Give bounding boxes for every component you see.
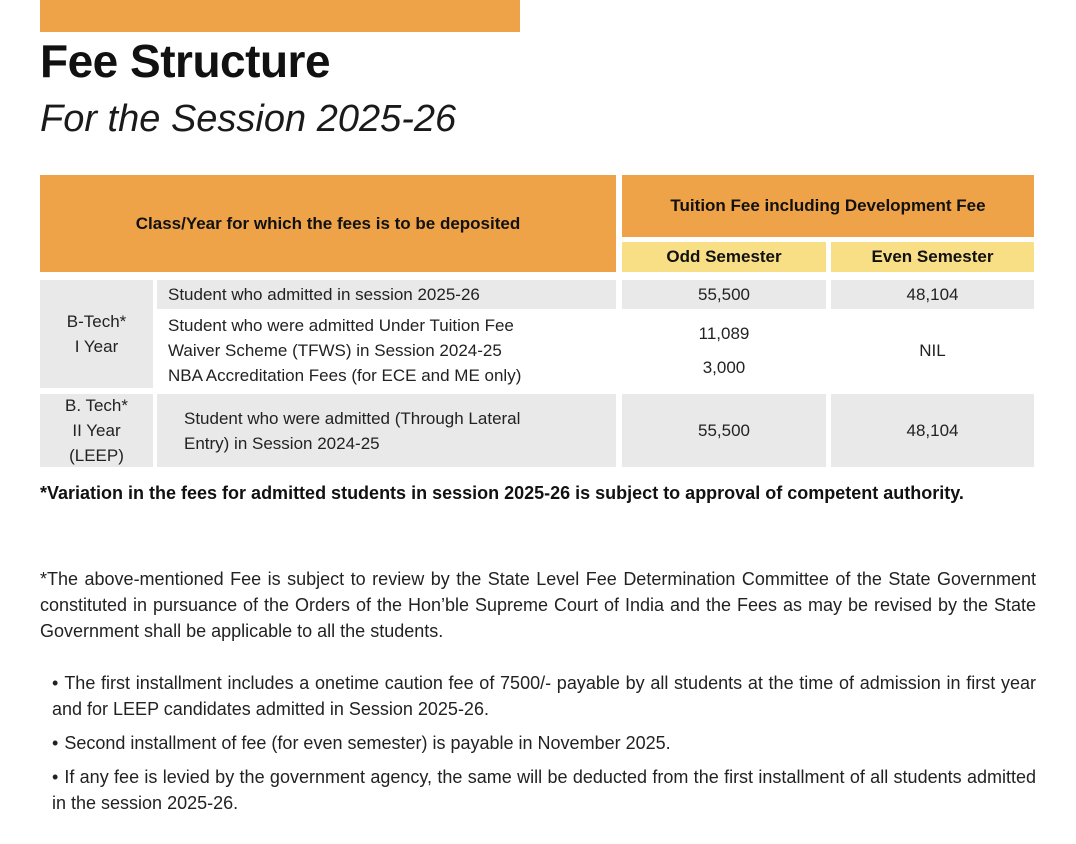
- btech-second-year-label: [40, 394, 153, 467]
- btech-second-year-label-line3: (LEEP): [69, 446, 124, 465]
- row-regular-admission-even: 48,104: [831, 280, 1034, 309]
- row-regular-admission-desc: Student who admitted in session 2025-26: [157, 280, 616, 309]
- tuition-fee-header: Tuition Fee including Development Fee: [622, 175, 1034, 237]
- btech-second-year-label-line1: B. Tech*: [64, 396, 128, 415]
- btech-first-year-label: [40, 280, 153, 388]
- installment-bullets: [52, 670, 1036, 824]
- btech-first-year-label-line1: B-Tech*: [66, 312, 127, 331]
- row-tfws-odd-value: 11,089: [698, 323, 750, 343]
- row-leep-odd: 55,500: [622, 394, 826, 467]
- list-item: [52, 764, 1036, 816]
- row-nba-odd-value: 3,000: [702, 357, 746, 377]
- bullet-icon: •: [52, 733, 59, 753]
- list-item: [52, 670, 1036, 722]
- page-title: Fee Structure: [40, 35, 331, 87]
- row-leep-desc-line2: Entry) in Session 2024-25: [184, 433, 380, 453]
- row-tfws-desc-line2: Waiver Scheme (TFWS) in Session 2024-25: [168, 341, 502, 360]
- odd-semester-header: Odd Semester: [622, 242, 826, 272]
- class-year-header: Class/Year for which the fees is to be deposited: [40, 175, 616, 272]
- row-regular-admission-odd: 55,500: [622, 280, 826, 309]
- variation-note: *Variation in the fees for admitted students in session 2025-26 is subject to approval of competent authority.: [40, 483, 964, 503]
- bullet-icon: •: [52, 673, 59, 693]
- btech-second-year-label-line2: II Year: [72, 421, 121, 440]
- row-tfws-even: NIL: [919, 340, 946, 360]
- row-nba-desc: NBA Accreditation Fees (for ECE and ME only): [168, 366, 522, 385]
- row-tfws-odd: [622, 313, 826, 388]
- row-tfws-desc: [157, 313, 616, 388]
- bullet-text: If any fee is levied by the government agency, the same will be deducted from the first installment of all students admitted in the session 2025-26.: [52, 767, 1036, 813]
- row-leep-even: 48,104: [831, 394, 1034, 467]
- top-accent-bar: [40, 0, 520, 32]
- review-note: *The above-mentioned Fee is subject to review by the State Level Fee Determination Committee of the State Government constituted in pursuance of the Orders of the Hon’ble Supreme Court of India and the Fees as may be revised by the State Government shall be applicable to all the students.: [40, 569, 1036, 641]
- row-leep-desc: [157, 394, 616, 467]
- row-tfws-desc-line1: Student who were admitted Under Tuition Fee: [168, 316, 514, 335]
- bullet-text: Second installment of fee (for even semester) is payable in November 2025.: [64, 733, 671, 753]
- bullet-icon: •: [52, 767, 59, 787]
- row-leep-desc-line1: Student who were admitted (Through Lateral: [184, 408, 521, 428]
- page-subtitle: For the Session 2025-26: [40, 98, 457, 140]
- btech-first-year-label-line2: I Year: [74, 337, 119, 356]
- even-semester-header: Even Semester: [831, 242, 1034, 272]
- list-item: [52, 730, 1036, 756]
- bullet-text: The first installment includes a onetime caution fee of 7500/- payable by all students at the time of admission in first year and for LEEP candidates admitted in Session 2025-26.: [52, 673, 1036, 719]
